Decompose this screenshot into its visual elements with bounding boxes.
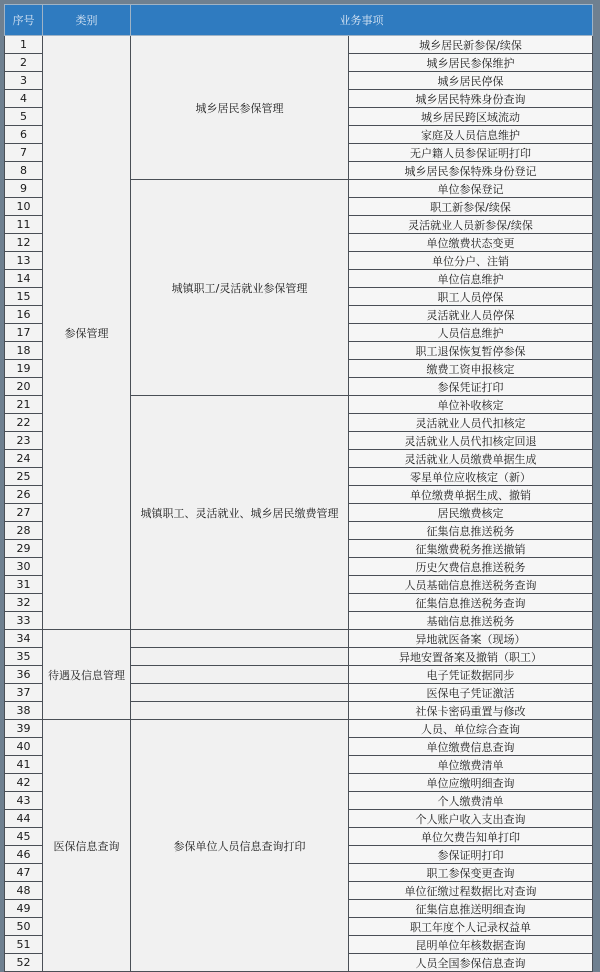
- business-item-cell: 昆明单位年核数据查询: [349, 936, 593, 954]
- row-number: 5: [5, 108, 43, 126]
- business-item-cell: 个人账户收入支出查询: [349, 810, 593, 828]
- row-number: 15: [5, 288, 43, 306]
- row-number: 39: [5, 720, 43, 738]
- business-item-cell: 参保证明打印: [349, 846, 593, 864]
- row-number: 45: [5, 828, 43, 846]
- table-row: [5, 630, 593, 648]
- business-item-cell: 灵活就业人员缴费单据生成: [349, 450, 593, 468]
- row-number: 47: [5, 864, 43, 882]
- business-item-cell: 职工新参保/续保: [349, 198, 593, 216]
- row-number: 46: [5, 846, 43, 864]
- business-item-cell: 个人缴费清单: [349, 792, 593, 810]
- business-item-cell: 灵活就业人员代扣核定回退: [349, 432, 593, 450]
- business-item-cell: 异地安置备案及撤销（职工）: [349, 648, 593, 666]
- business-item-cell: 城乡居民参保特殊身份登记: [349, 162, 593, 180]
- business-item-cell: 缴费工资申报核定: [349, 360, 593, 378]
- business-item-cell: 家庭及人员信息维护: [349, 126, 593, 144]
- row-number: 43: [5, 792, 43, 810]
- row-number: 9: [5, 180, 43, 198]
- business-item-cell: 城乡居民停保: [349, 72, 593, 90]
- subcategory-cell: [131, 666, 349, 684]
- row-number: 7: [5, 144, 43, 162]
- business-item-cell: 居民缴费核定: [349, 504, 593, 522]
- row-number: 6: [5, 126, 43, 144]
- row-number: 33: [5, 612, 43, 630]
- business-item-cell: 城乡居民跨区域流动: [349, 108, 593, 126]
- row-number: 17: [5, 324, 43, 342]
- row-number: 25: [5, 468, 43, 486]
- row-number: 41: [5, 756, 43, 774]
- row-number: 27: [5, 504, 43, 522]
- business-item-cell: 单位缴费单据生成、撤销: [349, 486, 593, 504]
- business-item-cell: 城乡居民特殊身份查询: [349, 90, 593, 108]
- row-number: 18: [5, 342, 43, 360]
- business-item-cell: 单位信息维护: [349, 270, 593, 288]
- subcategory-cell: 城乡居民参保管理: [131, 36, 349, 180]
- row-number: 50: [5, 918, 43, 936]
- business-item-cell: 单位分户、注销: [349, 252, 593, 270]
- row-number: 8: [5, 162, 43, 180]
- business-item-cell: 社保卡密码重置与修改: [349, 702, 593, 720]
- row-number: 49: [5, 900, 43, 918]
- row-number: 42: [5, 774, 43, 792]
- business-item-cell: 职工参保变更查询: [349, 864, 593, 882]
- business-item-cell: 历史欠费信息推送税务: [349, 558, 593, 576]
- category-cell: 待遇及信息管理: [43, 630, 131, 720]
- business-item-cell: 城乡居民新参保/续保: [349, 36, 593, 54]
- row-number: 13: [5, 252, 43, 270]
- business-item-cell: 异地就医备案（现场）: [349, 630, 593, 648]
- business-item-cell: 参保凭证打印: [349, 378, 593, 396]
- business-item-cell: 单位应缴明细查询: [349, 774, 593, 792]
- row-number: 19: [5, 360, 43, 378]
- subcategory-cell: 城镇职工/灵活就业参保管理: [131, 180, 349, 396]
- business-item-cell: 单位补收核定: [349, 396, 593, 414]
- business-item-cell: 医保电子凭证激活: [349, 684, 593, 702]
- row-number: 24: [5, 450, 43, 468]
- row-number: 12: [5, 234, 43, 252]
- row-number: 35: [5, 648, 43, 666]
- row-number: 3: [5, 72, 43, 90]
- row-number: 31: [5, 576, 43, 594]
- row-number: 34: [5, 630, 43, 648]
- business-items-table: [4, 4, 593, 972]
- subcategory-cell: 城镇职工、灵活就业、城乡居民缴费管理: [131, 396, 349, 630]
- business-item-cell: 零星单位应收核定（新）: [349, 468, 593, 486]
- business-item-cell: 灵活就业人员停保: [349, 306, 593, 324]
- business-item-cell: 电子凭证数据同步: [349, 666, 593, 684]
- business-item-cell: 基础信息推送税务: [349, 612, 593, 630]
- row-number: 30: [5, 558, 43, 576]
- seq-header: 序号: [5, 5, 43, 36]
- business-item-cell: 单位欠费告知单打印: [349, 828, 593, 846]
- row-number: 28: [5, 522, 43, 540]
- business-item-cell: 单位参保登记: [349, 180, 593, 198]
- business-item-cell: 职工人员停保: [349, 288, 593, 306]
- row-number: 32: [5, 594, 43, 612]
- row-number: 36: [5, 666, 43, 684]
- business-item-cell: 城乡居民参保维护: [349, 54, 593, 72]
- item-header: 业务事项: [131, 5, 593, 36]
- business-item-cell: 征集缴费税务推送撤销: [349, 540, 593, 558]
- business-item-cell: 单位缴费清单: [349, 756, 593, 774]
- row-number: 1: [5, 36, 43, 54]
- subcategory-cell: [131, 684, 349, 702]
- category-cell: 参保管理: [43, 36, 131, 630]
- row-number: 26: [5, 486, 43, 504]
- business-item-cell: 灵活就业人员新参保/续保: [349, 216, 593, 234]
- business-item-cell: 征集信息推送税务: [349, 522, 593, 540]
- row-number: 2: [5, 54, 43, 72]
- row-number: 21: [5, 396, 43, 414]
- business-item-cell: 人员全国参保信息查询: [349, 954, 593, 972]
- business-item-cell: 无户籍人员参保证明打印: [349, 144, 593, 162]
- subcategory-cell: [131, 630, 349, 648]
- row-number: 22: [5, 414, 43, 432]
- row-number: 38: [5, 702, 43, 720]
- row-number: 48: [5, 882, 43, 900]
- business-items-sheet: [4, 4, 592, 969]
- row-number: 23: [5, 432, 43, 450]
- row-number: 14: [5, 270, 43, 288]
- business-item-cell: 人员、单位综合查询: [349, 720, 593, 738]
- subcategory-cell: [131, 702, 349, 720]
- row-number: 51: [5, 936, 43, 954]
- business-item-cell: 单位缴费状态变更: [349, 234, 593, 252]
- category-header: 类别: [43, 5, 131, 36]
- row-number: 16: [5, 306, 43, 324]
- business-item-cell: 人员基础信息推送税务查询: [349, 576, 593, 594]
- row-number: 44: [5, 810, 43, 828]
- row-number: 37: [5, 684, 43, 702]
- table-body: [5, 36, 593, 972]
- row-number: 40: [5, 738, 43, 756]
- row-number: 4: [5, 90, 43, 108]
- business-item-cell: 灵活就业人员代扣核定: [349, 414, 593, 432]
- business-item-cell: 职工退保恢复暂停参保: [349, 342, 593, 360]
- business-item-cell: 征集信息推送明细查询: [349, 900, 593, 918]
- table-row: [5, 36, 593, 54]
- row-number: 20: [5, 378, 43, 396]
- business-item-cell: 单位缴费信息查询: [349, 738, 593, 756]
- business-item-cell: 单位征缴过程数据比对查询: [349, 882, 593, 900]
- business-item-cell: 人员信息维护: [349, 324, 593, 342]
- row-number: 52: [5, 954, 43, 972]
- business-item-cell: 征集信息推送税务查询: [349, 594, 593, 612]
- row-number: 11: [5, 216, 43, 234]
- business-item-cell: 职工年度个人记录权益单: [349, 918, 593, 936]
- subcategory-cell: 参保单位人员信息查询打印: [131, 720, 349, 972]
- row-number: 29: [5, 540, 43, 558]
- subcategory-cell: [131, 648, 349, 666]
- category-cell: 医保信息查询: [43, 720, 131, 972]
- table-row: [5, 720, 593, 738]
- row-number: 10: [5, 198, 43, 216]
- header-row: [5, 5, 593, 36]
